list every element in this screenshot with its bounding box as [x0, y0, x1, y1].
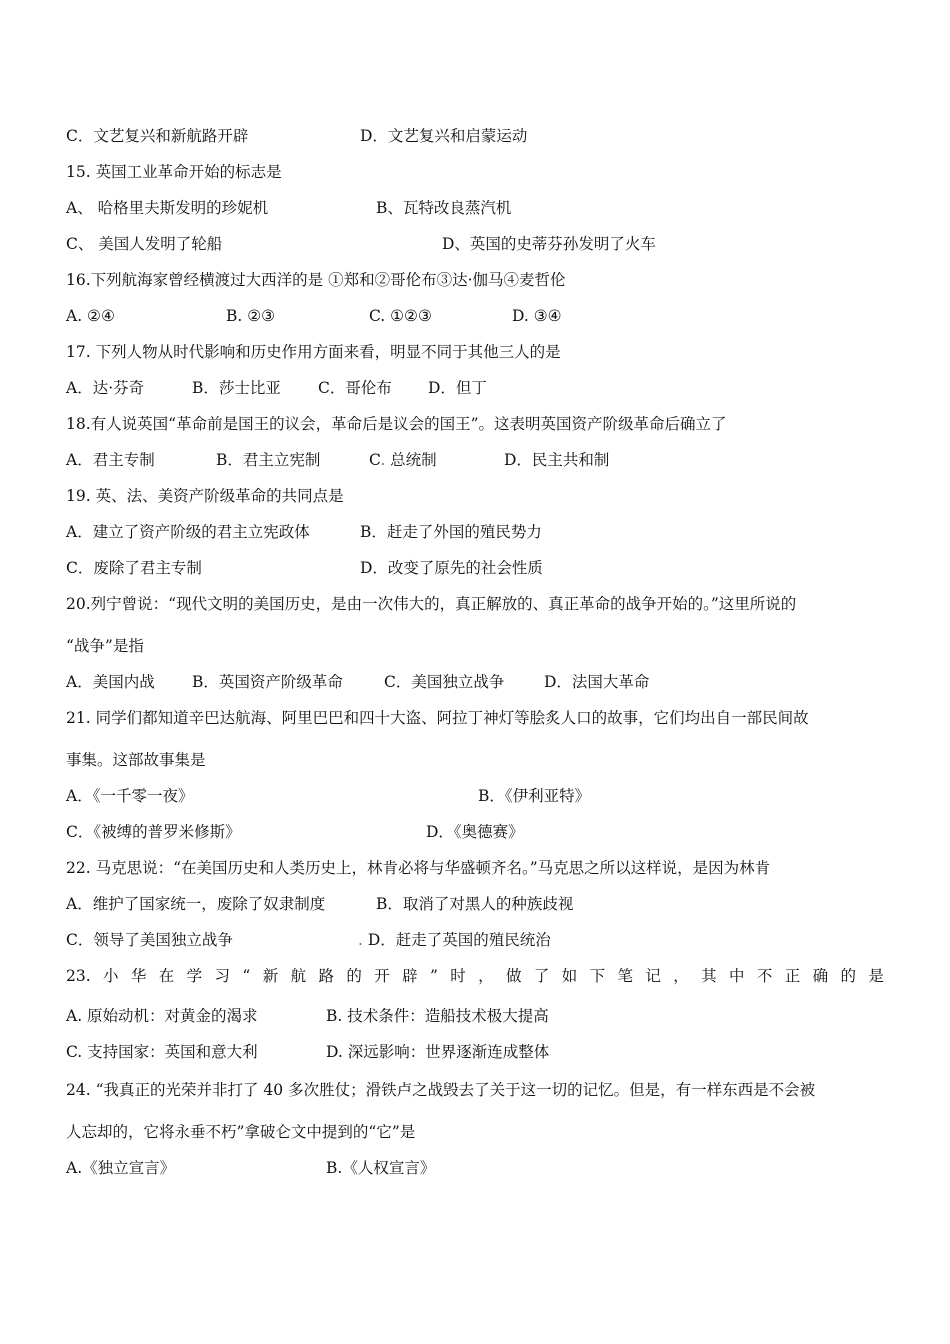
q23-stem-char: 在 [158, 967, 175, 985]
option-a: A.《独立宣言》 [66, 1159, 176, 1177]
q23-stem-char: 辟 [402, 967, 418, 985]
q23-stem-char: 做 [505, 967, 522, 985]
option-d-dot: . [358, 931, 363, 949]
option-b: B. 技术条件：造船技术极大提高 [326, 1007, 549, 1025]
q23-stem-char: 是 [868, 967, 884, 985]
option-b: B、瓦特改良蒸汽机 [376, 199, 512, 217]
q23-stem-char: 的 [346, 967, 362, 985]
q23-stem-char: 华 [130, 967, 147, 985]
q23-stem-char: 学 [186, 967, 203, 985]
option-c: C．美国独立战争 [384, 673, 505, 691]
option-d: D. ③④ [512, 307, 562, 325]
question-24-stem-line2: 人忘却的，它将永垂不朽”拿破仑文中提到的“它”是 [66, 1123, 416, 1141]
q23-stem-char: 小 [103, 967, 119, 985]
option-c-dot: . [380, 451, 386, 469]
q23-stem-char: 路 [318, 967, 334, 985]
q23-stem-char: 23. [66, 967, 91, 985]
option-d: D．但丁 [428, 379, 487, 397]
q23-stem-char: ， [673, 967, 689, 985]
option-a: A．《一千零一夜》 [66, 787, 194, 805]
option-c-letter: C [369, 451, 381, 469]
q23-stem-char: 笔 [617, 967, 633, 985]
q23-stem-char: ” [429, 967, 438, 985]
question-21-stem-line1: 21. 同学们都知道辛巴达航海、阿里巴巴和四十大盗、阿拉丁神灯等脍炙人口的故事，它们均出自一部民间故 [66, 709, 809, 727]
question-16-stem: 16.下列航海家曾经横渡过大西洋的是 ①郑和②哥伦布③达·伽马④麦哲伦 [66, 271, 566, 289]
question-19-stem: 19. 英、法、美资产阶级革命的共同点是 [66, 487, 344, 505]
question-20-stem-line1: 20.列宁曾说：“现代文明的美国历史，是由一次伟大的，真正解放的、真正革命的战争开始的。”这里所说的 [66, 595, 797, 613]
option-d: D．《奥德赛》 [426, 823, 524, 841]
option-a: A. 原始动机：对黄金的渴求 [66, 1007, 258, 1025]
q23-stem-char: 开 [374, 967, 390, 985]
option-a: A．君主专制 [66, 451, 155, 469]
option-c: C、 美国人发明了轮船 [66, 235, 223, 253]
q23-stem-char: 不 [756, 967, 773, 985]
q23-stem-char: 下 [589, 967, 606, 985]
option-c: C．领导了美国独立战争 [66, 931, 233, 949]
q23-stem-char: 中 [728, 967, 745, 985]
question-23-stem [66, 966, 884, 986]
option-a: A、 哈格里夫斯发明的珍妮机 [66, 199, 269, 217]
option-c: C．废除了君主专制 [66, 559, 202, 577]
q23-stem-char: 其 [701, 967, 717, 985]
option-c-text: 总统制 [385, 451, 437, 469]
option-d: D、英国的史蒂芬孙发明了火车 [442, 235, 656, 253]
option-d: D．文艺复兴和启蒙运动 [360, 127, 528, 145]
option-a: A．建立了资产阶级的君主立宪政体 [66, 523, 310, 541]
option-a: A．维护了国家统一，废除了奴隶制度 [66, 895, 326, 913]
q23-stem-char: 新 [262, 967, 279, 985]
q23-stem-char: ， [478, 967, 494, 985]
question-22-stem: 22. 马克思说：“在美国历史和人类历史上，林肯必将与华盛顿齐名。”马克思之所以这样说，是因为林肯 [66, 859, 771, 877]
option-a: A．达·芬奇 [66, 379, 145, 397]
q23-stem-char: 航 [290, 967, 307, 985]
option-d: D. 深远影响：世界逐渐连成整体 [326, 1043, 550, 1061]
q23-stem-char: “ [242, 967, 251, 985]
option-d-text: D．赶走了英国的殖民统治 [362, 931, 551, 949]
q23-stem-char: 确 [812, 967, 829, 985]
option-a: A．美国内战 [66, 673, 155, 691]
option-b: B. ②③ [226, 307, 276, 325]
option-c: C．《被缚的普罗米修斯》 [66, 823, 241, 841]
question-17-stem: 17. 下列人物从时代影响和历史作用方面来看，明显不同于其他三人的是 [66, 343, 561, 361]
option-d: D．民主共和制 [504, 451, 610, 469]
q23-stem-char: 正 [784, 967, 801, 985]
option-d [358, 930, 551, 950]
option-b: B．《伊利亚特》 [478, 787, 591, 805]
question-21-stem-line2: 事集。这部故事集是 [66, 751, 206, 769]
q23-stem-char: 如 [561, 967, 578, 985]
q23-stem-char: 时 [450, 967, 466, 985]
option-d: D．法国大革命 [544, 673, 650, 691]
option-b: B.《人权宣言》 [326, 1159, 436, 1177]
option-c: C．文艺复兴和新航路开辟 [66, 127, 249, 145]
option-c [369, 450, 437, 470]
option-d: D．改变了原先的社会性质 [360, 559, 543, 577]
option-b: B．赶走了外国的殖民势力 [360, 523, 542, 541]
q23-stem-char: 了 [533, 967, 550, 985]
option-b: B．取消了对黑人的种族歧视 [376, 895, 574, 913]
q23-stem-char: 习 [214, 967, 231, 985]
question-15-stem: 15. 英国工业革命开始的标志是 [66, 163, 282, 181]
option-c: C. 支持国家：英国和意大利 [66, 1043, 258, 1061]
q23-stem-char: 的 [840, 967, 856, 985]
question-18-stem: 18.有人说英国“革命前是国王的议会，革命后是议会的国王”。这表明英国资产阶级革命后确立了 [66, 415, 727, 433]
q23-stem-char: 记 [645, 967, 661, 985]
option-b: B．英国资产阶级革命 [192, 673, 343, 691]
option-a: A. ②④ [66, 307, 115, 325]
option-b: B．君主立宪制 [216, 451, 321, 469]
question-20-stem-line2: “战争”是指 [66, 637, 144, 655]
option-b: B．莎士比亚 [192, 379, 281, 397]
option-c: C．哥伦布 [318, 379, 392, 397]
option-c: C. ①②③ [369, 307, 432, 325]
question-24-stem-line1: 24. “我真正的光荣并非打了 40 多次胜仗；滑铁卢之战毁去了关于这一切的记忆。但是，有一样东西是不会被 [66, 1081, 816, 1099]
